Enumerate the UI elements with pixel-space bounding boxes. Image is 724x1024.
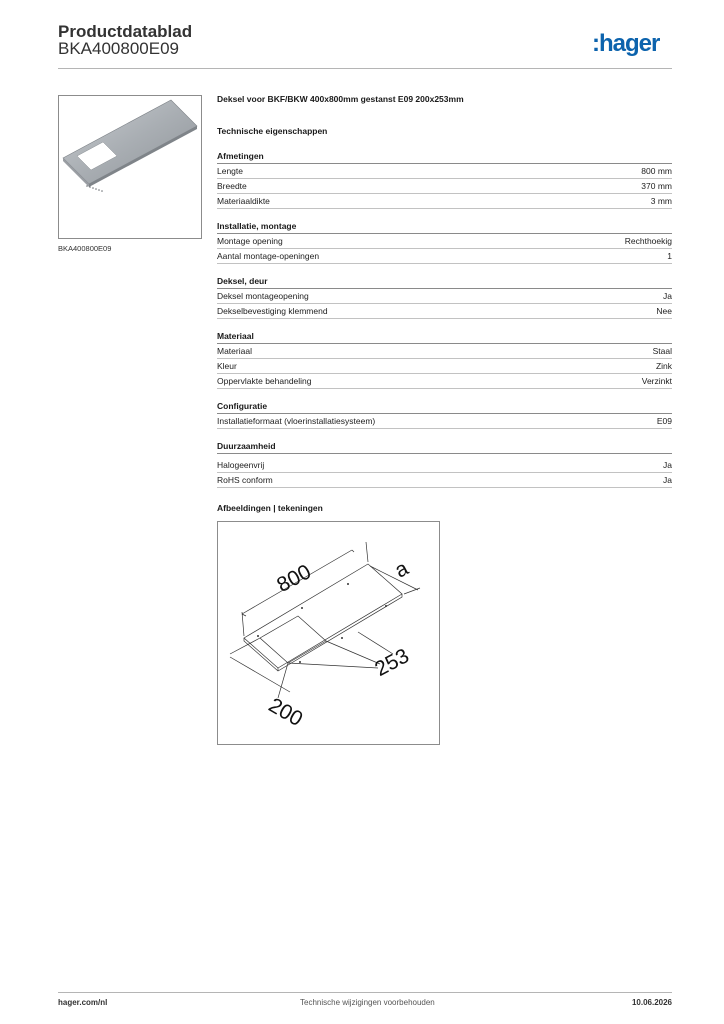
spec-group-configuration [217, 400, 672, 429]
spec-label: Materiaaldikte [217, 196, 270, 206]
spec-group-installation [217, 220, 672, 264]
spec-value: Nee [656, 306, 672, 316]
footer-website: hager.com/nl [58, 998, 108, 1007]
spec-row [217, 359, 672, 374]
spec-row [217, 194, 672, 209]
spec-group-title: Duurzaamheid [217, 440, 672, 454]
dimension-label-cutout-width: 200 [264, 693, 307, 732]
spec-value: Verzinkt [641, 376, 672, 386]
spec-row [217, 289, 672, 304]
spec-row [217, 234, 672, 249]
spec-label: Materiaal [217, 346, 252, 356]
spec-value: Rechthoekig [624, 236, 672, 246]
spec-row [217, 473, 672, 488]
spec-label: Deksel montageopening [217, 291, 309, 301]
product-name: Deksel voor BKF/BKW 400x800mm gestanst E09 200x253mm [217, 94, 464, 104]
dimension-label-cutout-length: 253 [371, 644, 413, 681]
cover-plate-image [59, 96, 201, 238]
spec-value: 800 mm [641, 166, 672, 176]
images-heading: Afbeeldingen | tekeningen [217, 503, 323, 513]
technical-drawing [217, 521, 440, 745]
spec-value: Ja [663, 460, 672, 470]
hager-logo [592, 28, 674, 58]
header-divider [58, 68, 672, 69]
spec-label: Montage opening [217, 236, 283, 246]
product-photo [58, 95, 202, 239]
product-specs [217, 94, 672, 499]
dimension-drawing [218, 522, 439, 744]
photo-caption: BKA400800E09 [58, 244, 112, 253]
spec-label: Installatieformaat (vloerinstallatiesysteem) [217, 416, 376, 426]
footer-disclaimer: Technische wijzigingen voorbehouden [300, 998, 435, 1007]
spec-value: 370 mm [641, 181, 672, 191]
dimension-label-width: a [391, 556, 413, 583]
spec-row [217, 304, 672, 319]
spec-row [217, 458, 672, 473]
spec-group-title: Materiaal [217, 330, 672, 344]
spec-label: Aantal montage-openingen [217, 251, 320, 261]
spec-value: Zink [655, 361, 672, 371]
spec-value: Ja [663, 291, 672, 301]
spec-label: Lengte [217, 166, 243, 176]
product-code: BKA400800E09 [58, 39, 179, 58]
spec-row [217, 344, 672, 359]
spec-group-dimensions [217, 150, 672, 209]
spec-label: Halogeenvrij [217, 460, 265, 470]
spec-group-material [217, 330, 672, 389]
footer-divider [58, 992, 672, 993]
spec-group-title: Configuratie [217, 400, 672, 414]
footer-date: 10.06.2026 [631, 998, 672, 1007]
spec-row [217, 374, 672, 389]
spec-value: E09 [656, 416, 672, 426]
spec-value: Ja [663, 475, 672, 485]
spec-label: RoHS conform [217, 475, 273, 485]
dimension-label-length: 800 [273, 560, 315, 597]
document-title: Productdatablad [58, 22, 193, 41]
spec-value: Staal [652, 346, 672, 356]
spec-label: Breedte [217, 181, 247, 191]
spec-label: Kleur [217, 361, 237, 371]
spec-row [217, 164, 672, 179]
spec-group-title: Installatie, montage [217, 220, 672, 234]
spec-value: 1 [667, 251, 672, 261]
hager-logo-text: :hager [592, 30, 660, 57]
spec-group-title: Afmetingen [217, 150, 672, 164]
spec-row [217, 249, 672, 264]
spec-group-title: Deksel, deur [217, 275, 672, 289]
spec-group-sustainability [217, 440, 672, 488]
spec-row [217, 179, 672, 194]
spec-value: 3 mm [650, 196, 672, 206]
spec-label: Oppervlakte behandeling [217, 376, 312, 386]
spec-row [217, 414, 672, 429]
spec-group-cover-door [217, 275, 672, 319]
technical-properties-heading: Technische eigenschappen [217, 126, 328, 136]
spec-label: Dekselbevestiging klemmend [217, 306, 328, 316]
